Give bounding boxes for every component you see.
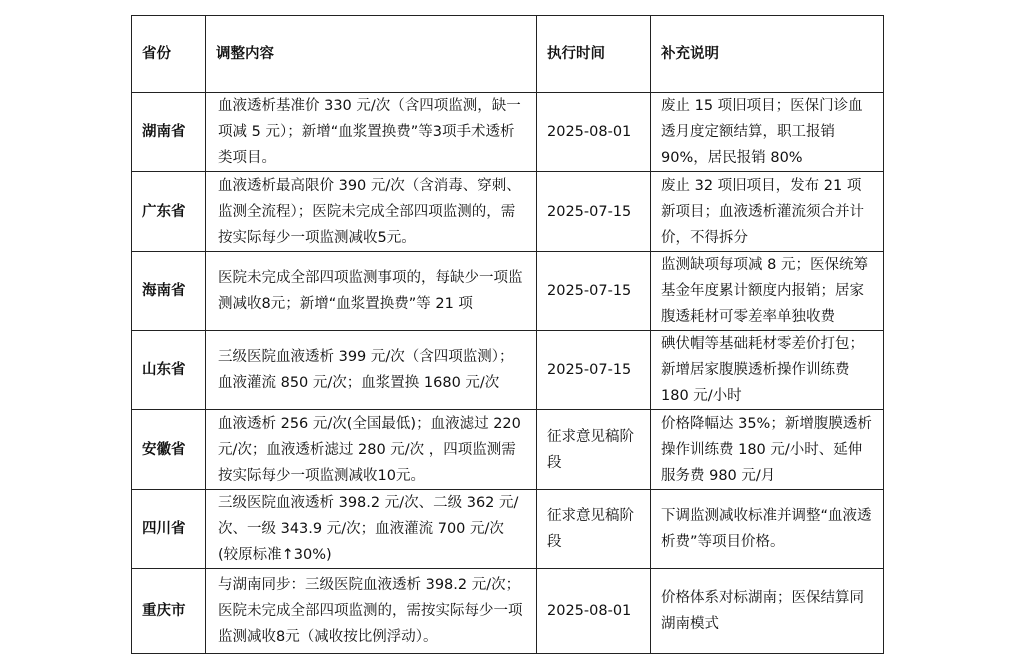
table-row [132,410,884,490]
date-cell: 2025-07-15 [537,172,651,252]
date-cell: 征求意见稿阶段 [537,490,651,569]
note-cell: 废止 32 项旧项目，发布 21 项新项目；血液透析灌流须合并计价，不得拆分 [651,172,884,252]
content-cell: 三级医院血液透析 398.2 元/次、二级 362 元/次、一级 343.9 元/次；血液灌流 700 元/次 (较原标准↑30%) [206,490,537,569]
content-cell: 血液透析 256 元/次(全国最低)；血液滤过 220 元/次；血液透析滤过 280 元/次 ，四项监测需按实际每少一项监测减收10元。 [206,410,537,490]
header-note: 补充说明 [651,16,884,93]
province-cell: 四川省 [132,490,206,569]
province-cell: 广东省 [132,172,206,252]
table-row [132,93,884,172]
note-cell: 价格降幅达 35%；新增腹膜透析操作训练费 180 元/小时、延伸服务费 980 元/月 [651,410,884,490]
note-cell: 下调监测减收标准并调整“血液透析费”等项目价格。 [651,490,884,569]
content-cell: 医院未完成全部四项监测事项的，每缺少一项监测减收8元；新增“血浆置换费”等 21 项 [206,252,537,331]
note-cell: 监测缺项每项减 8 元；医保统筹基金年度累计额度内报销；居家腹透耗材可零差率单独收费 [651,252,884,331]
policy-table [131,15,884,654]
province-cell: 安徽省 [132,410,206,490]
table-row [132,490,884,569]
date-cell: 2025-08-01 [537,569,651,654]
province-cell: 山东省 [132,331,206,410]
header-province: 省份 [132,16,206,93]
province-cell: 重庆市 [132,569,206,654]
table-header-row [132,16,884,93]
content-cell: 血液透析最高限价 390 元/次（含消毒、穿刺、监测全流程）；医院未完成全部四项监测的，需按实际每少一项监测减收5元。 [206,172,537,252]
table-row [132,569,884,654]
province-cell: 湖南省 [132,93,206,172]
province-cell: 海南省 [132,252,206,331]
date-cell: 征求意见稿阶段 [537,410,651,490]
table-row [132,172,884,252]
table-row [132,252,884,331]
date-cell: 2025-08-01 [537,93,651,172]
content-cell: 与湖南同步：三级医院血液透析 398.2 元/次；医院未完成全部四项监测的，需按实际每少一项监测减收8元（减收按比例浮动）。 [206,569,537,654]
note-cell: 废止 15 项旧项目；医保门诊血透月度定额结算，职工报销 90%，居民报销 80% [651,93,884,172]
content-cell: 血液透析基准价 330 元/次（含四项监测，缺一项减 5 元）；新增“血浆置换费”等3项手术透析类项目。 [206,93,537,172]
content-cell: 三级医院血液透析 399 元/次（含四项监测）；血液灌流 850 元/次；血浆置换 1680 元/次 [206,331,537,410]
table-row [132,331,884,410]
header-date: 执行时间 [537,16,651,93]
date-cell: 2025-07-15 [537,252,651,331]
header-content: 调整内容 [206,16,537,93]
date-cell: 2025-07-15 [537,331,651,410]
note-cell: 价格体系对标湖南；医保结算同湖南模式 [651,569,884,654]
note-cell: 碘伏帽等基础耗材零差价打包；新增居家腹膜透析操作训练费 180 元/小时 [651,331,884,410]
